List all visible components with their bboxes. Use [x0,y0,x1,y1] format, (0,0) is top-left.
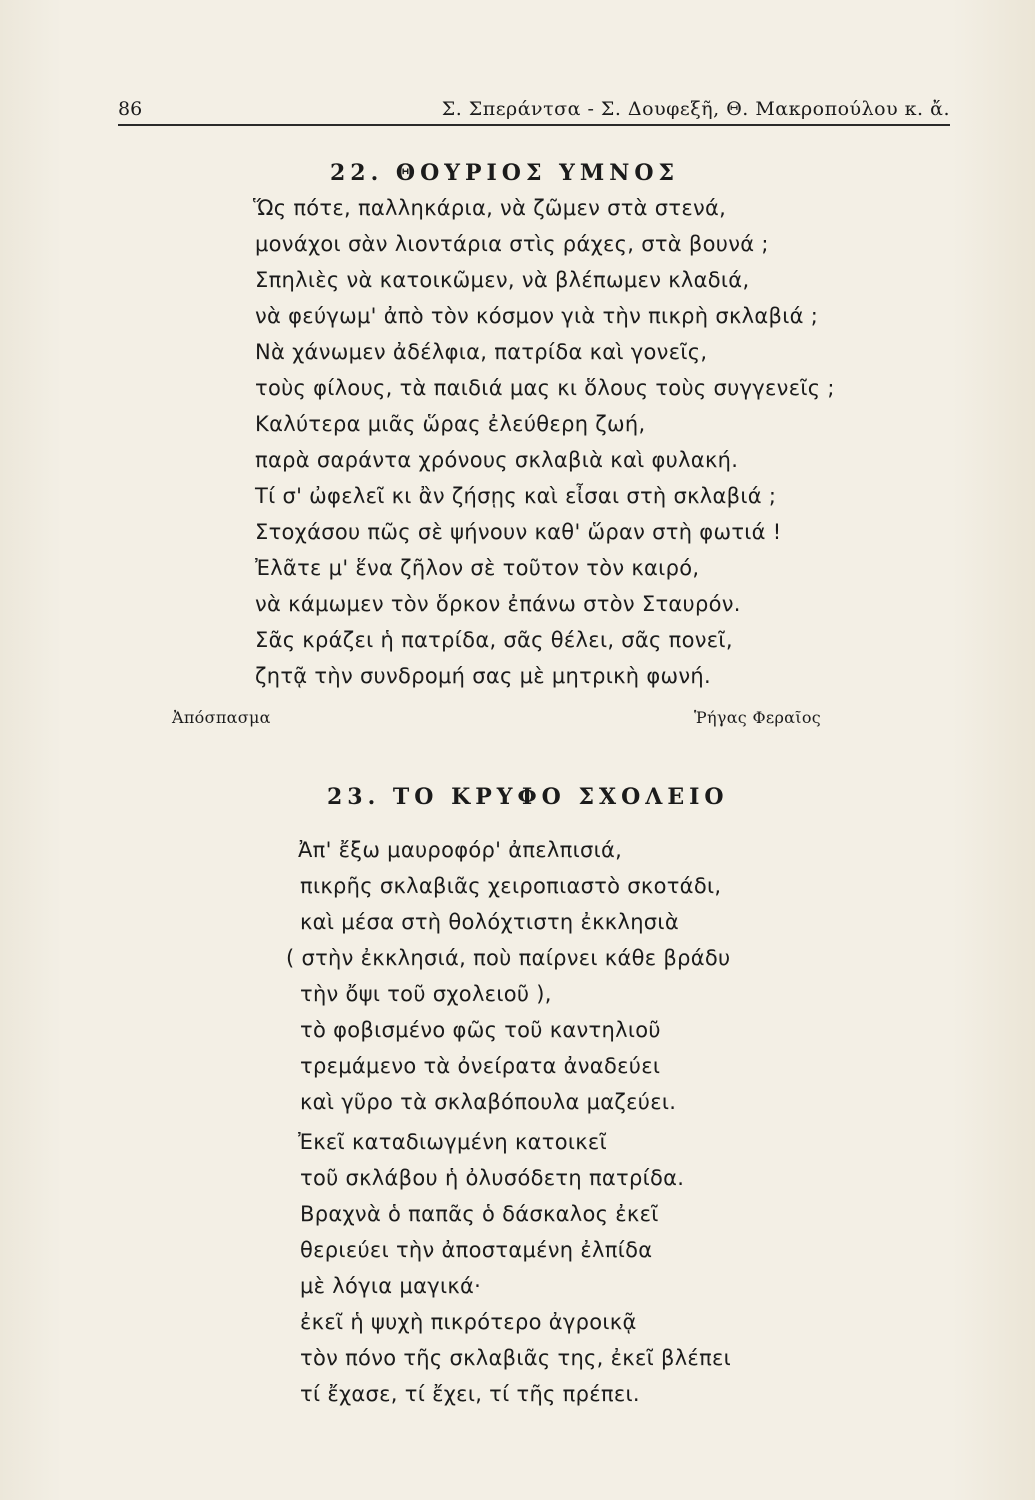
poem-line: μονάχοι σὰν λιοντάρια στὶς ράχες, στὰ βουνά ; [255,232,769,256]
poem-line: Ἐλᾶτε μ' ἕνα ζῆλον σὲ τοῦτον τὸν καιρό, [255,556,700,580]
poem-line: νὰ φεύγωμ' ἀπὸ τὸν κόσμον γιὰ τὴν πικρὴ σκλαβιά ; [255,304,819,328]
running-head [118,92,950,126]
poem-line: ( στὴν ἐκκλησιά, ποὺ παίρνει κάθε βράδυ [286,946,731,970]
poem-line: πικρῆς σκλαβιᾶς χειροπιαστὸ σκοτάδι, [300,874,722,898]
poem-line: καὶ γῦρο τὰ σκλαβόπουλα μαζεύει. [300,1090,677,1114]
poem-line: Νὰ χάνωμεν ἀδέλφια, πατρίδα καὶ γονεῖς, [255,340,708,364]
poem-line: Σπηλιὲς νὰ κατοικῶμεν, νὰ βλέπωμεν κλαδιά, [255,268,750,292]
poem-line: τὸ φοβισμένο φῶς τοῦ καντηλιοῦ [300,1018,661,1042]
poem-line: Ὥς πότε, παλληκάρια, νὰ ζῶμεν στὰ στενά, [253,196,727,220]
poem-line: τὴν ὄψι τοῦ σχολειοῦ ), [300,982,552,1006]
poem-line: τρεμάμενο τὰ ὀνείρατα ἀναδεύει [300,1054,661,1078]
source-label: Ἀπόσπασμα [172,708,271,727]
poem-line: Ἐκεῖ καταδιωγμένη κατοικεῖ [298,1130,607,1154]
poem-line: τοὺς φίλους, τὰ παιδιά μας κι ὅλους τοὺς συγγενεῖς ; [255,376,835,400]
section-title-kryfo-sxoleio: 23. ΤΟ ΚΡΥΦΟ ΣΧΟΛΕΙΟ [327,784,729,810]
poem-line: νὰ κάμωμεν τὸν ὅρκον ἐπάνω στὸν Σταυρόν. [255,592,741,616]
poem-line: Καλύτερα μιᾶς ὥρας ἐλεύθερη ζωή, [255,412,646,436]
poem-line: ἐκεῖ ἡ ψυχὴ πικρότερο ἀγροικᾷ [300,1310,637,1334]
poem-line: θεριεύει τὴν ἀποσταμένη ἐλπίδα [300,1238,653,1262]
poem-line: ζητᾷ τὴν συνδρομή σας μὲ μητρικὴ φωνή. [255,664,712,688]
poem-line: Τί σ' ὠφελεῖ κι ἂν ζήσῃς καὶ εἶσαι στὴ σκλαβιά ; [255,484,777,508]
running-head-authors: Σ. Σπεράντσα - Σ. Δουφεξῆ, Θ. Μακροπούλου κ. ἄ. [441,98,950,120]
poem-line: τοῦ σκλάβου ἡ ὀλυσόδετη πατρίδα. [300,1166,685,1190]
poem-line: Στοχάσου πῶς σὲ ψήνουν καθ' ὥραν στὴ φωτιά ! [255,520,782,544]
page-number: 86 [118,98,143,120]
poem-line: τί ἔχασε, τί ἔχει, τί τῆς πρέπει. [300,1382,640,1406]
poem-line: Βραχνὰ ὁ παπᾶς ὁ δάσκαλος ἐκεῖ [300,1202,659,1226]
poem-line: παρὰ σαράντα χρόνους σκλαβιὰ καὶ φυλακή. [255,448,739,472]
section-title-thourios-ymnos: 22. ΘΟΥΡΙΟΣ ΥΜΝΟΣ [330,160,680,186]
poet-name: Ῥήγας Φεραῖος [694,708,822,727]
poem-line: μὲ λόγια μαγικά· [300,1274,482,1298]
poem-line: Σᾶς κράζει ἡ πατρίδα, σᾶς θέλει, σᾶς πονεῖ, [255,628,733,652]
poem-line: τὸν πόνο τῆς σκλαβιᾶς της, ἐκεῖ βλέπει [300,1346,732,1370]
poem-line: Ἀπ' ἔξω μαυροφόρ' ἀπελπισιά, [298,838,623,862]
poem-line: καὶ μέσα στὴ θολόχτιστη ἐκκλησιὰ [300,910,679,934]
header-rule [118,124,950,126]
